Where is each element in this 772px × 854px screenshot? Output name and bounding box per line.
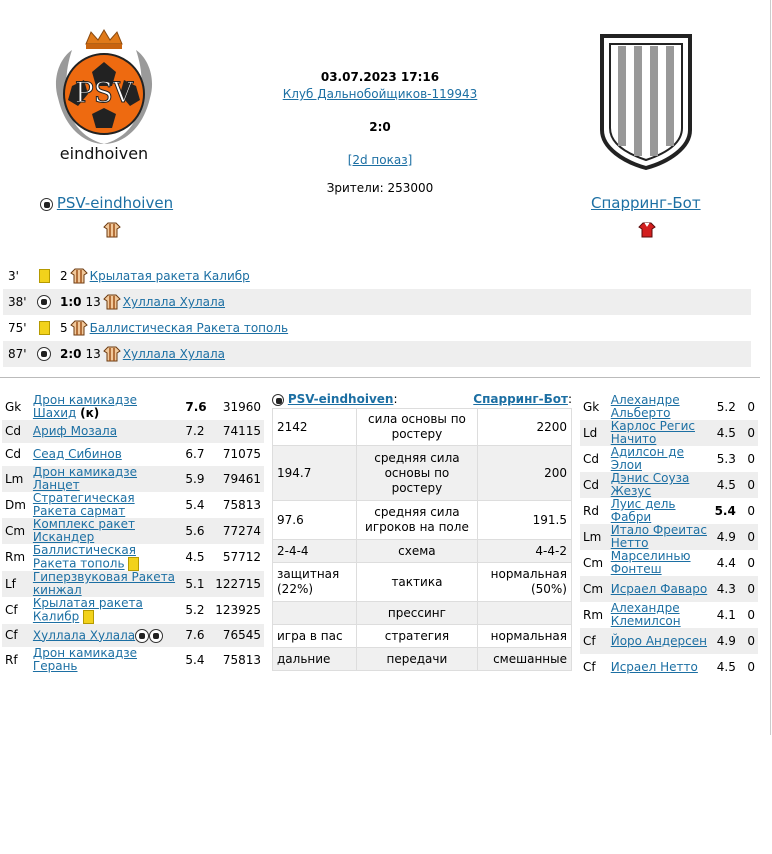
shirt-icon bbox=[103, 346, 121, 362]
stats-table bbox=[272, 408, 572, 671]
player-position: Cf bbox=[2, 624, 30, 647]
goal-ball-icon bbox=[37, 347, 51, 361]
player-value: 0 bbox=[747, 399, 755, 414]
stat-away-value: 191.5 bbox=[477, 501, 571, 540]
stat-label: схема bbox=[357, 540, 478, 563]
match-events bbox=[3, 263, 751, 367]
stats-row bbox=[273, 409, 572, 446]
player-position: Lm bbox=[580, 524, 608, 550]
shirt-icon bbox=[70, 320, 88, 336]
player-value: 0 bbox=[747, 503, 755, 518]
player-value: 77274 bbox=[212, 518, 264, 544]
player-position: Cm bbox=[2, 518, 30, 544]
player-rating: 6.7 bbox=[185, 447, 205, 461]
event-minute: 75' bbox=[8, 321, 27, 335]
stats-row bbox=[273, 501, 572, 540]
player-position: Cm bbox=[583, 555, 604, 570]
event-row bbox=[3, 341, 751, 367]
player-value: 0 bbox=[747, 659, 755, 674]
player-name-link[interactable]: Стратегическая Ракета сармат bbox=[32, 491, 135, 518]
player-rating: 4.4 bbox=[716, 555, 736, 570]
player-rating: 5.2 bbox=[716, 399, 736, 414]
goal-ball-icon bbox=[37, 295, 51, 309]
yellow-card-icon bbox=[39, 321, 50, 335]
player-name-link[interactable]: Крылатая ракета Калибр bbox=[32, 596, 143, 624]
player-name-link[interactable]: Баллистическая Ракета тополь bbox=[32, 543, 136, 571]
player-position: Dm bbox=[5, 497, 26, 512]
player-rating: 7.6 bbox=[182, 624, 212, 647]
player-name-link[interactable]: Комплекс ракет Искандер bbox=[32, 517, 135, 544]
stats-home-link[interactable]: PSV-eindhoiven bbox=[287, 392, 394, 406]
away-team bbox=[591, 194, 701, 212]
stat-away-value: нормальная bbox=[477, 625, 571, 648]
player-name-link[interactable]: Дрон камикадзе Герань bbox=[32, 646, 138, 673]
home-roster-row bbox=[2, 443, 264, 466]
away-roster-row bbox=[580, 394, 758, 420]
goal-ball-icon bbox=[149, 629, 163, 643]
home-team-link[interactable]: PSV-eindhoiven bbox=[56, 194, 174, 212]
stats-row bbox=[273, 648, 572, 671]
event-player-link[interactable]: Крылатая ракета Калибр bbox=[89, 269, 250, 283]
away-roster-row bbox=[580, 524, 758, 550]
player-name-link[interactable]: Гиперзвуковая Ракета кинжал bbox=[32, 570, 176, 597]
event-player-link[interactable]: Хуллала Хулала bbox=[122, 295, 226, 309]
event-score: 2:0 bbox=[60, 347, 82, 361]
player-value: 0 bbox=[747, 555, 755, 570]
divider bbox=[770, 0, 771, 735]
stat-home-value: 97.6 bbox=[273, 501, 357, 540]
stats-row bbox=[273, 540, 572, 563]
event-score: 1:0 bbox=[60, 295, 82, 309]
stat-away-value: 200 bbox=[477, 446, 571, 501]
football-icon bbox=[272, 394, 284, 406]
player-position: Gk bbox=[5, 399, 22, 414]
player-position: Cd bbox=[5, 447, 21, 461]
player-value: 75813 bbox=[222, 652, 261, 667]
player-rating: 4.5 bbox=[711, 472, 739, 498]
divider bbox=[0, 377, 760, 378]
event-row bbox=[3, 289, 751, 315]
player-name-link[interactable]: Карлос Регис Начито bbox=[610, 419, 695, 446]
player-name-link[interactable]: Ариф Мозала bbox=[32, 424, 118, 438]
player-position: Rm bbox=[5, 550, 26, 564]
player-position: Cf bbox=[583, 659, 596, 674]
stat-label: сила основы по ростеру bbox=[357, 409, 478, 446]
stats-row bbox=[273, 563, 572, 602]
away-team-link[interactable]: Спарринг-Бот bbox=[591, 194, 701, 212]
player-rating: 4.5 bbox=[711, 420, 739, 446]
player-position: Rm bbox=[583, 607, 604, 622]
event-number: 5 bbox=[60, 321, 68, 335]
home-roster-row bbox=[2, 544, 264, 571]
stat-home-value: 2-4-4 bbox=[273, 540, 357, 563]
player-position: Cf bbox=[5, 603, 18, 617]
stat-home-value: защитная (22%) bbox=[273, 563, 357, 602]
player-name-link[interactable]: Дрон камикадзе Ланцет bbox=[32, 465, 138, 492]
player-value: 0 bbox=[747, 451, 755, 466]
stat-label: прессинг bbox=[357, 602, 478, 625]
svg-text:eindhoiven: eindhoiven bbox=[59, 144, 149, 163]
player-position: Cd bbox=[583, 451, 599, 466]
venue-link[interactable]: Клуб Дальнобойщиков-119943 bbox=[282, 87, 478, 101]
player-name-link[interactable]: Луис дель Фабри bbox=[610, 497, 676, 524]
player-value: 76545 bbox=[212, 624, 264, 647]
shirt-icon bbox=[103, 294, 121, 310]
stat-away-value: 2200 bbox=[477, 409, 571, 446]
away-roster-row bbox=[580, 550, 758, 576]
home-shirt-icon bbox=[103, 222, 121, 241]
home-team bbox=[40, 194, 173, 212]
stat-label: тактика bbox=[357, 563, 478, 602]
player-rating: 5.9 bbox=[182, 466, 212, 492]
stat-label: стратегия bbox=[357, 625, 478, 648]
stats-away-header: Спарринг-Бот: bbox=[473, 392, 572, 406]
player-position: Rf bbox=[5, 652, 18, 667]
player-position: Rd bbox=[583, 503, 599, 518]
player-rating: 5.4 bbox=[185, 497, 205, 512]
player-name-link[interactable]: Йоро Андерсен bbox=[610, 633, 708, 648]
player-value: 0 bbox=[747, 607, 755, 622]
player-value: 122715 bbox=[212, 571, 264, 597]
event-number: 13 bbox=[85, 295, 101, 309]
away-roster-row bbox=[580, 472, 758, 498]
stat-away-value bbox=[477, 602, 571, 625]
event-number: 2 bbox=[60, 269, 68, 283]
event-minute: 3' bbox=[8, 269, 19, 283]
match-score: 2:0 bbox=[369, 120, 391, 134]
away-roster-row bbox=[580, 446, 758, 472]
home-roster-row bbox=[2, 571, 264, 597]
home-roster-row bbox=[2, 492, 264, 518]
home-roster-row bbox=[2, 518, 264, 544]
player-rating: 5.4 bbox=[714, 503, 736, 518]
stat-away-value: нормальная (50%) bbox=[477, 563, 571, 602]
spectators: Зрители: 253000 bbox=[326, 181, 434, 195]
player-position: Gk bbox=[583, 399, 600, 414]
away-roster-row bbox=[580, 498, 758, 524]
stat-label: средняя сила основы по ростеру bbox=[357, 446, 478, 501]
player-value: 123925 bbox=[215, 603, 261, 617]
player-name-link[interactable]: Дрон камикадзе Шахид bbox=[32, 393, 138, 420]
stat-away-value: 4-4-2 bbox=[477, 540, 571, 563]
football-icon bbox=[40, 198, 53, 211]
home-roster-row bbox=[2, 394, 264, 420]
away-logo bbox=[598, 30, 694, 170]
home-roster-row bbox=[2, 624, 264, 647]
player-value: 74115 bbox=[212, 420, 264, 443]
player-value: 0 bbox=[739, 420, 758, 446]
player-rating: 5.1 bbox=[182, 571, 212, 597]
player-rating: 4.5 bbox=[185, 550, 205, 564]
stat-home-value: игра в пас bbox=[273, 625, 357, 648]
player-rating: 7.6 bbox=[185, 399, 207, 414]
event-player-link[interactable]: Баллистическая Ракета тополь bbox=[89, 321, 289, 335]
home-roster bbox=[2, 394, 264, 673]
away-roster-row bbox=[580, 628, 758, 654]
player-value: 0 bbox=[739, 472, 758, 498]
home-roster-row bbox=[2, 647, 264, 673]
player-name-link[interactable]: Итало Фреитас Нетто bbox=[610, 523, 707, 550]
2d-show-link[interactable]: [2d показ] bbox=[347, 153, 413, 167]
player-name-link[interactable]: Исраел Нетто bbox=[610, 659, 698, 674]
player-value: 0 bbox=[739, 628, 758, 654]
player-rating: 7.2 bbox=[182, 420, 212, 443]
player-rating: 4.1 bbox=[716, 607, 736, 622]
stats-away-link[interactable]: Спарринг-Бот bbox=[473, 392, 568, 406]
player-rating: 5.4 bbox=[185, 652, 205, 667]
shirt-icon bbox=[70, 268, 88, 284]
away-roster-row bbox=[580, 602, 758, 628]
event-minute: 87' bbox=[8, 347, 27, 361]
player-name-link[interactable]: Алехандре Альберто bbox=[610, 393, 680, 420]
player-position: Lf bbox=[2, 571, 30, 597]
stats-row bbox=[273, 602, 572, 625]
home-roster-row bbox=[2, 597, 264, 624]
stats-row bbox=[273, 625, 572, 648]
stat-home-value bbox=[273, 602, 357, 625]
player-name-link[interactable]: Хуллала Хулала bbox=[32, 628, 136, 642]
player-value: 31960 bbox=[222, 399, 261, 414]
player-value: 0 bbox=[739, 524, 758, 550]
stats-home-header: PSV-eindhoiven: bbox=[272, 392, 398, 406]
player-value: 79461 bbox=[212, 466, 264, 492]
stats-row bbox=[273, 446, 572, 501]
player-name-link[interactable]: Дэнис Соуза Жезус bbox=[610, 471, 690, 498]
player-value: 71075 bbox=[222, 447, 261, 461]
yellow-card-icon bbox=[128, 557, 139, 571]
player-rating: 5.3 bbox=[716, 451, 736, 466]
event-number: 13 bbox=[85, 347, 101, 361]
player-value: 57712 bbox=[222, 550, 261, 564]
match-datetime: 03.07.2023 17:16 bbox=[320, 70, 440, 84]
away-roster bbox=[580, 394, 758, 680]
player-name-link[interactable]: Исраел Фаваро bbox=[610, 581, 708, 596]
player-rating: 5.2 bbox=[185, 603, 205, 617]
captain-mark: (к) bbox=[80, 406, 100, 420]
player-name-link[interactable]: Марселинью Фонтеш bbox=[610, 549, 691, 576]
player-name-link[interactable]: Адилсон де Элои bbox=[610, 445, 684, 472]
away-roster-row bbox=[580, 654, 758, 680]
stat-home-value: дальние bbox=[273, 648, 357, 671]
event-minute: 38' bbox=[8, 295, 27, 309]
event-row bbox=[3, 315, 751, 341]
svg-text:PSV: PSV bbox=[74, 76, 134, 109]
stat-label: передачи bbox=[357, 648, 478, 671]
stat-label: средняя сила игроков на поле bbox=[357, 501, 478, 540]
player-position: Lm bbox=[2, 466, 30, 492]
event-player-link[interactable]: Хуллала Хулала bbox=[122, 347, 226, 361]
player-rating: 5.6 bbox=[182, 518, 212, 544]
home-roster-row bbox=[2, 420, 264, 443]
away-shirt-icon bbox=[638, 222, 656, 241]
stat-home-value: 2142 bbox=[273, 409, 357, 446]
yellow-card-icon bbox=[83, 610, 94, 624]
player-name-link[interactable]: Сеад Сибинов bbox=[32, 447, 122, 461]
player-value: 0 bbox=[739, 576, 758, 602]
player-position: Ld bbox=[580, 420, 608, 446]
event-row bbox=[3, 263, 751, 289]
stat-away-value: смешанные bbox=[477, 648, 571, 671]
away-roster-row bbox=[580, 576, 758, 602]
yellow-card-icon bbox=[39, 269, 50, 283]
goal-ball-icon bbox=[135, 629, 149, 643]
player-position: Cf bbox=[580, 628, 608, 654]
home-roster-row bbox=[2, 466, 264, 492]
player-rating: 4.5 bbox=[716, 659, 736, 674]
player-rating: 4.9 bbox=[711, 524, 739, 550]
player-rating: 4.3 bbox=[711, 576, 739, 602]
stat-home-value: 194.7 bbox=[273, 446, 357, 501]
player-position: Cd bbox=[2, 420, 30, 443]
player-position: Cd bbox=[580, 472, 608, 498]
home-logo bbox=[48, 28, 160, 163]
stats-panel bbox=[272, 390, 572, 671]
player-value: 75813 bbox=[222, 497, 261, 512]
away-roster-row bbox=[580, 420, 758, 446]
player-name-link[interactable]: Алехандре Клемилсон bbox=[610, 601, 681, 628]
player-position: Cm bbox=[580, 576, 608, 602]
player-rating: 4.9 bbox=[711, 628, 739, 654]
